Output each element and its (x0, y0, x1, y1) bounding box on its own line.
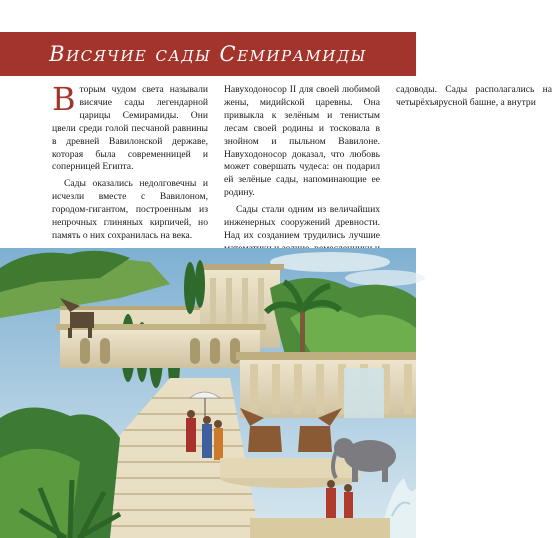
hanging-gardens-illustration (0, 248, 416, 538)
paragraph-1 (52, 80, 208, 174)
paragraph-4: Сады стали одним из величайших инженерных сооружений древности. Над их созданием трудились лучшие садоводы. Сады располагались на четырёхъярусной башне, а внутри (224, 84, 552, 241)
page-title: Висячие сады Семирамиды (49, 42, 367, 66)
colonnade-top (236, 352, 416, 360)
cloud (345, 270, 425, 286)
ground (250, 518, 390, 538)
fountain-wall (220, 458, 360, 478)
tower-top (196, 264, 284, 270)
paragraph-1-text: торым чудом света называли висячие сады легендарной царицы Семирамиды. Они цвели среди голой песчаной равнины в древней Вавилонской державе, которая была современницей и соперницей Египта. (52, 84, 208, 173)
drop-cap: В (52, 80, 76, 118)
upper-wall-band (60, 306, 200, 310)
waterfall (344, 368, 384, 418)
illustration-canvas (0, 248, 416, 538)
article-text (52, 80, 552, 274)
paragraph-3: Навуходоносор II для своей любимой жены, мидийской царевны. Она привыкла к зелёным и тенистым лесам своей родины и тосковала в знойном и пыльном Вавилоне. Навуходоносор доказал, что любовь может совершать чудеса: он подарил ей зелёные сады, напоминающие ее родину. (224, 84, 380, 199)
title-banner (0, 32, 416, 76)
cloud (270, 252, 390, 272)
paragraph-2: Сады оказались недолговечны и исчезли вместе с Вавилоном, городом-гигантом, построенным из непрочных глиняных кирпичей, но память о них сохранилась на века. (52, 178, 208, 241)
